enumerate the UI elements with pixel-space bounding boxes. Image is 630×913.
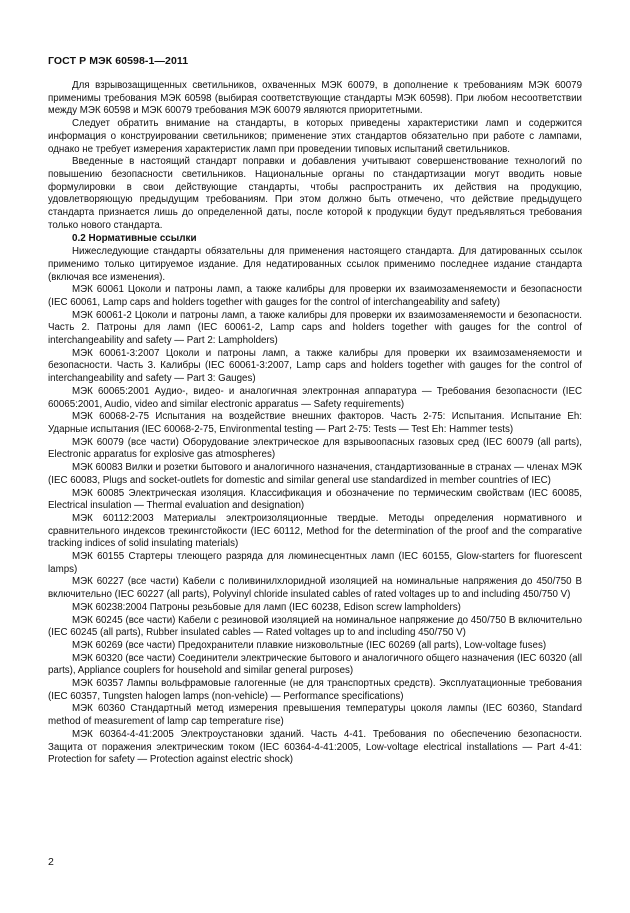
intro-paragraph: Следует обратить внимание на стандарты, в которых приведены характеристики ламп и содержится информация о конструировании светильников; применение этих стандартов обязательно при работе с лампами, однако не требует измерения характеристик ламп при проведении типовых испытаний светильников.: [48, 118, 582, 155]
reference-item: МЭК 60269 (все части) Предохранители плавкие низковольтные (IEC 60269 (all parts), Low-voltage fuses): [72, 639, 547, 651]
reference-item: МЭК 60112:2003 Материалы электроизоляционные твердые. Методы определения нормативного и сравнительного индексов трекингстойкости (IEC 60112, Method for the determination of the proof and the comparative tracking indices of solid insulating materials): [48, 512, 582, 550]
reference-item: МЭК 60085 Электрическая изоляция. Классификация и обозначение по термическим свойствам (IEC 60085, Electrical insulation — Thermal evaluation and designation): [48, 487, 582, 512]
reference-item: МЭК 60360 Стандартный метод измерения превышения температуры цоколя лампы (IEC 60360, Standard method of measurement of lamp cap temperature rise): [48, 703, 582, 728]
reference-item: МЭК 60364-4-41:2005 Электроустановки зданий. Часть 4-41. Требования по обеспечению безопасности. Защита от поражения электрическим током (IEC 60364-4-41:2005, Low-voltage electrical installations — Part 4-41: Protection for safety — Protection against electric shock): [48, 728, 582, 766]
reference-item: МЭК 60079 (все части) Оборудование электрическое для взрывоопасных газовых сред (IEC 60079 (all parts), Electronic apparatus for explosive gas atmospheres): [48, 436, 582, 461]
reference-item: МЭК 60061-3:2007 Цоколи и патроны ламп, а также калибры для проверки их взаимозаменяемости и безопасности. Часть 3. Калибры (IEC 60061-3:2007, Lamp caps and holders together with gauges for the control of interchangeability and safety — Part 3: Gauges): [48, 347, 582, 385]
section-heading: 0.2 Нормативные ссылки: [72, 233, 197, 245]
reference-item: МЭК 60061-2 Цоколи и патроны ламп, а также калибры для проверки их взаимозаменяемости и безопасности. Часть 2. Патроны для ламп (IEC 60061-2, Lamp caps and holders together with gauges for the control of interchangeability and safety — Part 2: Lampholders): [48, 309, 582, 347]
reference-item: МЭК 60155 Стартеры тлеющего разряда для люминесцентных ламп (IEC 60155, Glow-starters for fluorescent lamps): [48, 551, 582, 575]
section-lead-paragraph: Нижеследующие стандарты обязательны для применения настоящего стандарта. Для датированных ссылок применимо только цитируемое издание. Для недатированных ссылок применимо последнее издание стандарта (включая все изменения).: [48, 246, 582, 283]
document-header: ГОСТ Р МЭК 60598-1—2011: [48, 55, 189, 67]
intro-paragraph: Введенные в настоящий стандарт поправки и добавления учитывают совершенствование технологий по повышению безопасности светильников. Национальные органы по стандартизации могут вводить новые формулировки в свои действующие стандарты, чтобы распространить их действия на продукцию, удовлетворяющую предыдущим требованиям. При этом должно быть отмечено, что действие предыдущего стандарта признается лишь до определенной даты, после которой к продукции будут предъявляться требования только нового стандарта.: [48, 156, 582, 231]
document-body: [48, 80, 582, 767]
reference-item: МЭК 60068-2-75 Испытания на воздействие внешних факторов. Часть 2-75: Испытания. Испытание Eh: Ударные испытания (IEC 60068-2-75, Environmental testing — Part 2-75: Tests — Test Eh: Hammer tests): [48, 411, 582, 435]
reference-item: МЭК 60238:2004 Патроны резьбовые для ламп (IEC 60238, Edison screw lampholders): [72, 601, 461, 613]
page-number: 2: [48, 856, 54, 868]
reference-item: МЭК 60357 Лампы вольфрамовые галогенные (не для транспортных средств). Эксплуатационные требования (IEC 60357, Tungsten halogen lamps (non-vehicle) — Performance specifications): [48, 678, 582, 702]
reference-item: МЭК 60083 Вилки и розетки бытового и аналогичного назначения, стандартизованные в странах — членах МЭК (IEC 60083, Plugs and socket-outlets for domestic and similar general use standardized in member countries of IEC): [48, 462, 582, 486]
reference-item: МЭК 60320 (все части) Соединители электрические бытового и аналогичного общего назначения (IEC 60320 (all parts), Appliance couplers for household and similar general purposes): [48, 652, 582, 677]
reference-item: МЭК 60061 Цоколи и патроны ламп, а также калибры для проверки их взаимозаменяемости и безопасности (IEC 60061, Lamp caps and holders together with gauges for the control of interchangeability and safety): [48, 284, 582, 308]
intro-paragraph: Для взрывозащищенных светильников, охваченных МЭК 60079, в дополнение к требованиям МЭК 60079 применимы требования МЭК 60598 (выбирая соответствующие стандарты МЭК 60598). При любом несоответствии между МЭК 60598 и МЭК 60079 требования МЭК 60079 являются приоритетными.: [48, 80, 582, 117]
reference-item: МЭК 60245 (все части) Кабели с резиновой изоляцией на номинальное напряжение до 450/750 В включительно (IEC 60245 (all parts), Rubber insulated cables — Rated voltages up to and including 450/750 V): [48, 614, 582, 639]
reference-item: МЭК 60227 (все части) Кабели с поливинилхлоридной изоляцией на номинальные напряжения до 450/750 В включительно (IEC 60227 (all parts), Polyvinyl chloride insulated cables of rated voltages up to and including 450/750 V): [48, 576, 582, 601]
reference-item: МЭК 60065:2001 Аудио-, видео- и аналогичная электронная аппаратура — Требования безопасности (IEC 60065:2001, Audio, video and similar electronic apparatus — Safety requirements): [48, 385, 582, 410]
